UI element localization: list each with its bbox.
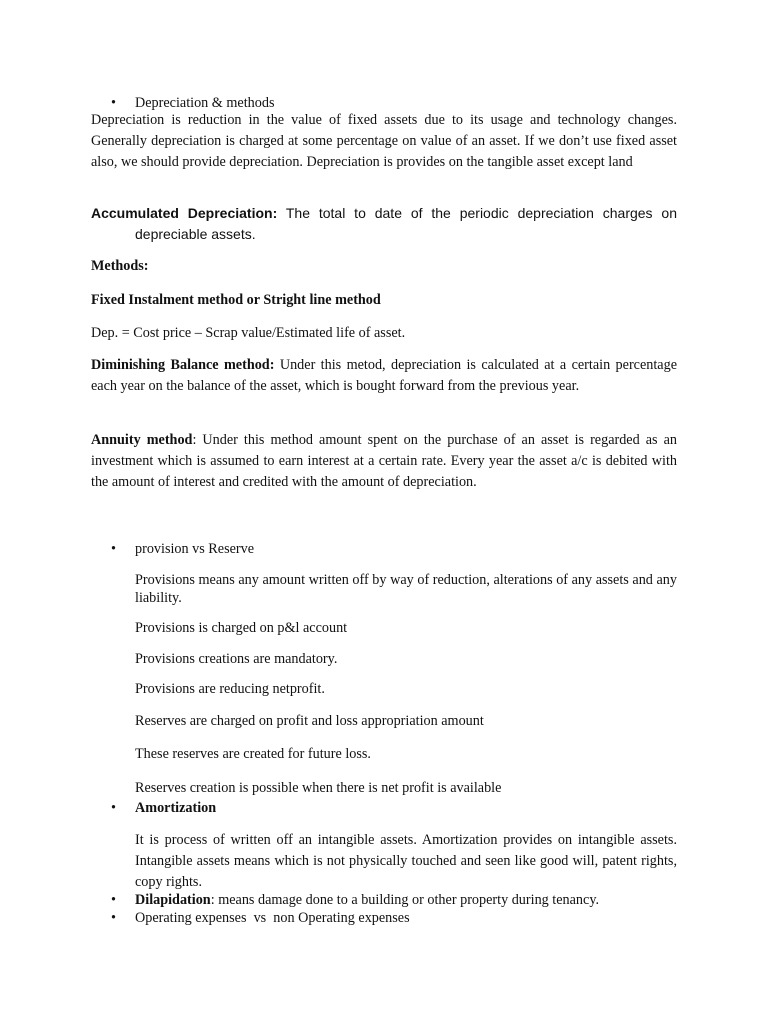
annuity-method-text: : Under this method amount spent on the purchase of an asset is regarded as an investment which is assumed to earn interest at a certain rate. Every year the asset a/c is debited with the amount of interest and credited with the amount of depreciation. — [91, 432, 677, 490]
provision-definition: Provisions means any amount written off by way of reduction, alterations of any assets and any liability. — [135, 572, 677, 607]
diminishing-balance-term: Diminishing Balance method: — [91, 357, 275, 373]
methods-label: Methods: — [91, 258, 149, 274]
provision-charged-line: Provisions is charged on p&l account — [135, 620, 348, 637]
dilapidation-line — [135, 890, 677, 910]
methods-heading — [91, 256, 677, 277]
dilapidation-text: : means damage done to a building or other property during tenancy. — [210, 892, 600, 908]
bullet-marker: • — [111, 892, 116, 908]
reserve-creation-line: Reserves creation is possible when there is net profit is available — [135, 780, 502, 797]
amortization-paragraph: It is process of written off an intangible assets. Amortization provides on intangible assets. Intangible assets means which is not physically touched and seen like good will, patent rights, copy rights. — [135, 832, 677, 890]
bullet-marker: • — [111, 910, 116, 926]
bullet-heading-amortization: Amortization — [135, 800, 217, 816]
reserve-charged-line: Reserves are charged on profit and loss appropriation amount — [135, 713, 484, 730]
bullet-marker: • — [111, 95, 116, 111]
bullet-heading-depreciation: Depreciation & methods — [135, 95, 275, 111]
operating-expenses-line: Operating expenses vs non Operating expenses — [135, 910, 410, 926]
accumulated-depreciation-text: The total to date of the periodic depreciation charges on depreciable assets. — [135, 205, 677, 242]
reserve-future-loss-line: These reserves are created for future loss. — [135, 746, 371, 763]
bullet-heading-provision-vs-reserve: provision vs Reserve — [135, 541, 255, 557]
dilapidation-term: Dilapidation — [135, 892, 211, 908]
provision-netprofit-line: Provisions are reducing netprofit. — [135, 681, 325, 698]
bullet-marker: • — [111, 800, 116, 816]
depreciation-paragraph: Depreciation is reduction in the value of fixed assets due to its usage and technology changes. Generally depreciation is charged at some percentage on value of an asset. If we don’t use fixed asset also, we should provide depreciation. Depreciation is provides on the tangible asset except land — [91, 112, 677, 170]
diminishing-balance-text: Under this metod, depreciation is calculated at a certain percentage each year on the balance of the asset, which is bought forward from the previous year. — [91, 357, 677, 394]
provision-mandatory-line: Provisions creations are mandatory. — [135, 651, 338, 668]
diminishing-balance-paragraph — [91, 355, 677, 397]
accumulated-depreciation-paragraph — [91, 203, 677, 245]
fixed-instalment-heading — [91, 290, 677, 311]
fixed-instalment-label: Fixed Instalment method or Stright line method — [91, 292, 381, 308]
annuity-method-term: Annuity method — [91, 432, 193, 448]
annuity-method-paragraph — [91, 430, 677, 492]
accumulated-depreciation-term: Accumulated Depreciation: — [91, 205, 278, 221]
bullet-marker: • — [111, 541, 116, 557]
depreciation-formula: Dep. = Cost price – Scrap value/Estimated life of asset. — [91, 325, 406, 341]
